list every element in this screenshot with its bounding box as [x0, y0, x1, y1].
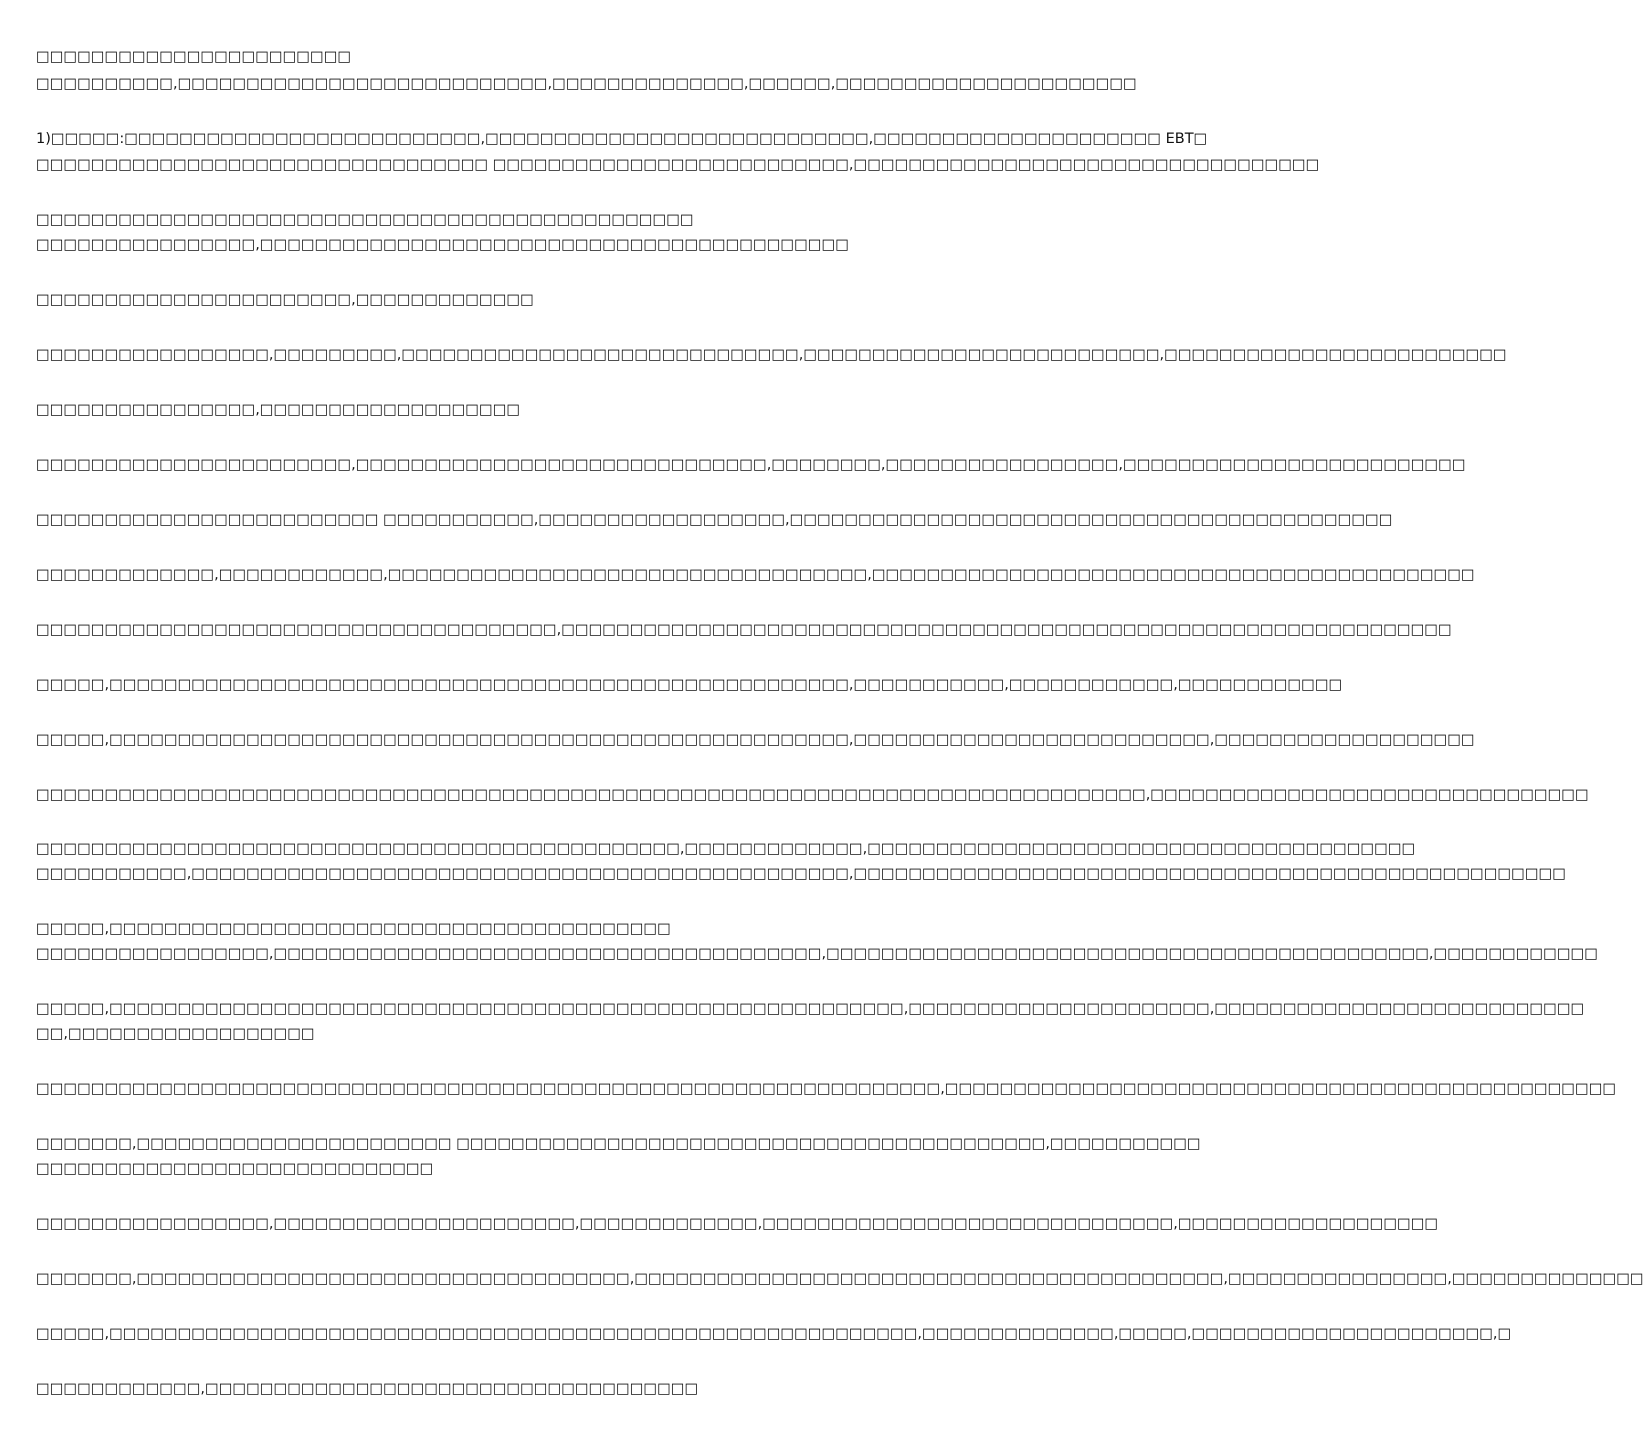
text-line: □□□□□□□□□□□□□□□□□□□□□□□□□ □□□□□□□□□□□,□□□□□□□□□□□□□□□□□□,□□□□□□□□□□□□□□□□□□□□□□□□□□□□□□□□□□□□□□□□□□□□ — [36, 512, 1393, 528]
text-line: 1)□□□□□:□□□□□□□□□□□□□□□□□□□□□□□□□□,□□□□□□□□□□□□□□□□□□□□□□□□□□□□,□□□□□□□□□□□□□□□□□□□□□ EBT□ — [36, 131, 1208, 147]
text-line: □□□□□□□□□□□□□,□□□□□□□□□□□□,□□□□□□□□□□□□□□□□□□□□□□□□□□□□□□□□□□□,□□□□□□□□□□□□□□□□□□□□□□□□□□□□□□□□□□□□□□□□□□□□ — [36, 567, 1475, 583]
text-line: □□□□□□□□□□□□□□□□,□□□□□□□□□□□□□□□□□□□ — [36, 402, 521, 418]
text-line: □□□□□□□□□□□□□□□□□□□□□□□□□□□□□□□□□□□□□□□□□□□□□□□,□□□□□□□□□□□□□,□□□□□□□□□□□□□□□□□□□□□□□□□□□□□□□□□□□□□□□□ — [36, 841, 1416, 857]
text-line: □□□□□□□□□□□□□□□□□□□□□□□□□□□□□□□□□□□□□□,□□□□□□□□□□□□□□□□□□□□□□□□□□□□□□□□□□□□□□□□□□□□□□□□□□□□□□□□□□□□□□□□□ — [36, 622, 1452, 638]
text-line: □□□□□□□□□□□□□□□□□□□□□□□,□□□□□□□□□□□□□□□□□□□□□□□□□□□□□□,□□□□□□□□,□□□□□□□□□□□□□□□□□,□□□□□□□□□□□□□□□□□□□□□□□□□ — [36, 457, 1466, 473]
text-line: □□□□□□□□□□□□□□□□□□□□□□□□□□□□□□□□□□□□□□□□□□□□□□□□ — [36, 212, 694, 228]
text-line: □□□□□□□□□□□,□□□□□□□□□□□□□□□□□□□□□□□□□□□□□□□□□□□□□□□□□□□□□□□□,□□□□□□□□□□□□□□□□□□□□□□□□□□□□□□□□□□□□□□□□□□□□□□□□□□□□ — [36, 866, 1566, 882]
text-line: □□□□□□□,□□□□□□□□□□□□□□□□□□□□□□□□□□□□□□□□□□□□,□□□□□□□□□□□□□□□□□□□□□□□□□□□□□□□□□□□□□□□□□□□,□□□□□□□□□□□□□□□□,□□□□□□□□□□□□□□ — [36, 1271, 1644, 1287]
text-line: □□□□□□□□□□□□□□□□□□□□□□□□□□□□□ — [36, 1161, 434, 1177]
text-line: □□□□□□□□□□□□□□□□□□□□□□□□□□□□□□□□□ □□□□□□□□□□□□□□□□□□□□□□□□□□,□□□□□□□□□□□□□□□□□□□□□□□□□□□□□□□□□□ — [36, 157, 1320, 173]
text-line: □□□□□□□□□□□□□□□□□□□□□□□,□□□□□□□□□□□□□ — [36, 292, 534, 308]
text-line: □□□□□,□□□□□□□□□□□□□□□□□□□□□□□□□□□□□□□□□□□□□□□□□□□□□□□□□□□□□□,□□□□□□□□□□□□□□□□□□□□□□□□□□,□□□□□□□□□□□□□□□□□□□ — [36, 732, 1475, 748]
text-line: □□□□□□□□□□□□□□□□□□□□□□□□□□□□□□□□□□□□□□□□□□□□□□□□□□□□□□□□□□□□□□□□□□□□□□□□□□□□□□□□□,□□□□□□□□□□□□□□□□□□□□□□□□□□□□□□□□ — [36, 787, 1589, 803]
text-line: □□□□□□□□□□□□□□□□□,□□□□□□□□□,□□□□□□□□□□□□□□□□□□□□□□□□□□□□□,□□□□□□□□□□□□□□□□□□□□□□□□□□,□□□□□□□□□□□□□□□□□□□□□□□□□ — [36, 347, 1507, 363]
text-line: □□,□□□□□□□□□□□□□□□□□□ — [36, 1026, 315, 1042]
document-page — [36, 0, 1644, 1449]
text-line: □□□□□,□□□□□□□□□□□□□□□□□□□□□□□□□□□□□□□□□□□□□□□□□□□□□□□□□□□□□□□□□□,□□□□□□□□□□□□□□□□□□□□□□,□□□□□□□□□□□□□□□□□□□□□□□□□□□ — [36, 1001, 1585, 1017]
text-line: □□□□□,□□□□□□□□□□□□□□□□□□□□□□□□□□□□□□□□□□□□□□□□□□□□□□□□□□□□□□,□□□□□□□□□□□,□□□□□□□□□□□□,□□□□□□□□□□□□ — [36, 677, 1343, 693]
text-line: □□□□□□□□□□□□□□□□□□□□□□□□□□□□□□□□□□□□□□□□□□□□□□□□□□□□□□□□□□□□□□□□□□,□□□□□□□□□□□□□□□□□□□□□□□□□□□□□□□□□□□□□□□□□□□□□□□□□ — [36, 1081, 1617, 1097]
text-line: □□□□□,□□□□□□□□□□□□□□□□□□□□□□□□□□□□□□□□□□□□□□□□□□□□□□□□□□□□□□□□□□□,□□□□□□□□□□□□□□,□□□□□,□□□□□□□□□□□□□□□□□□□□□□,□ — [36, 1326, 1512, 1342]
text-line: □□□□□□□□□□□□□□□□□,□□□□□□□□□□□□□□□□□□□□□□□□□□□□□□□□□□□□□□□□,□□□□□□□□□□□□□□□□□□□□□□□□□□□□□□□□□□□□□□□□□□□□,□□□□□□□□□□□□ — [36, 946, 1598, 962]
text-line: □□□□□□□□□□□□,□□□□□□□□□□□□□□□□□□□□□□□□□□□□□□□□□□□□ — [36, 1381, 699, 1397]
text-line: □□□□□□□□□□□□□□□□□,□□□□□□□□□□□□□□□□□□□□□□,□□□□□□□□□□□□□,□□□□□□□□□□□□□□□□□□□□□□□□□□□□□□,□□□□□□□□□□□□□□□□□□□ — [36, 1216, 1439, 1232]
text-line: □□□□□□□□□□,□□□□□□□□□□□□□□□□□□□□□□□□□□□,□□□□□□□□□□□□□□,□□□□□□,□□□□□□□□□□□□□□□□□□□□□□ — [36, 76, 1137, 92]
text-line: □□□□□□□□□□□□□□□□□□□□□□□ — [36, 49, 352, 65]
text-line: □□□□□,□□□□□□□□□□□□□□□□□□□□□□□□□□□□□□□□□□□□□□□□□ — [36, 921, 671, 937]
text-line: □□□□□□□,□□□□□□□□□□□□□□□□□□□□□□□ □□□□□□□□□□□□□□□□□□□□□□□□□□□□□□□□□□□□□□□□□□□,□□□□□□□□□□□ — [36, 1136, 1201, 1152]
text-line: □□□□□□□□□□□□□□□□,□□□□□□□□□□□□□□□□□□□□□□□□□□□□□□□□□□□□□□□□□□□ — [36, 237, 849, 253]
